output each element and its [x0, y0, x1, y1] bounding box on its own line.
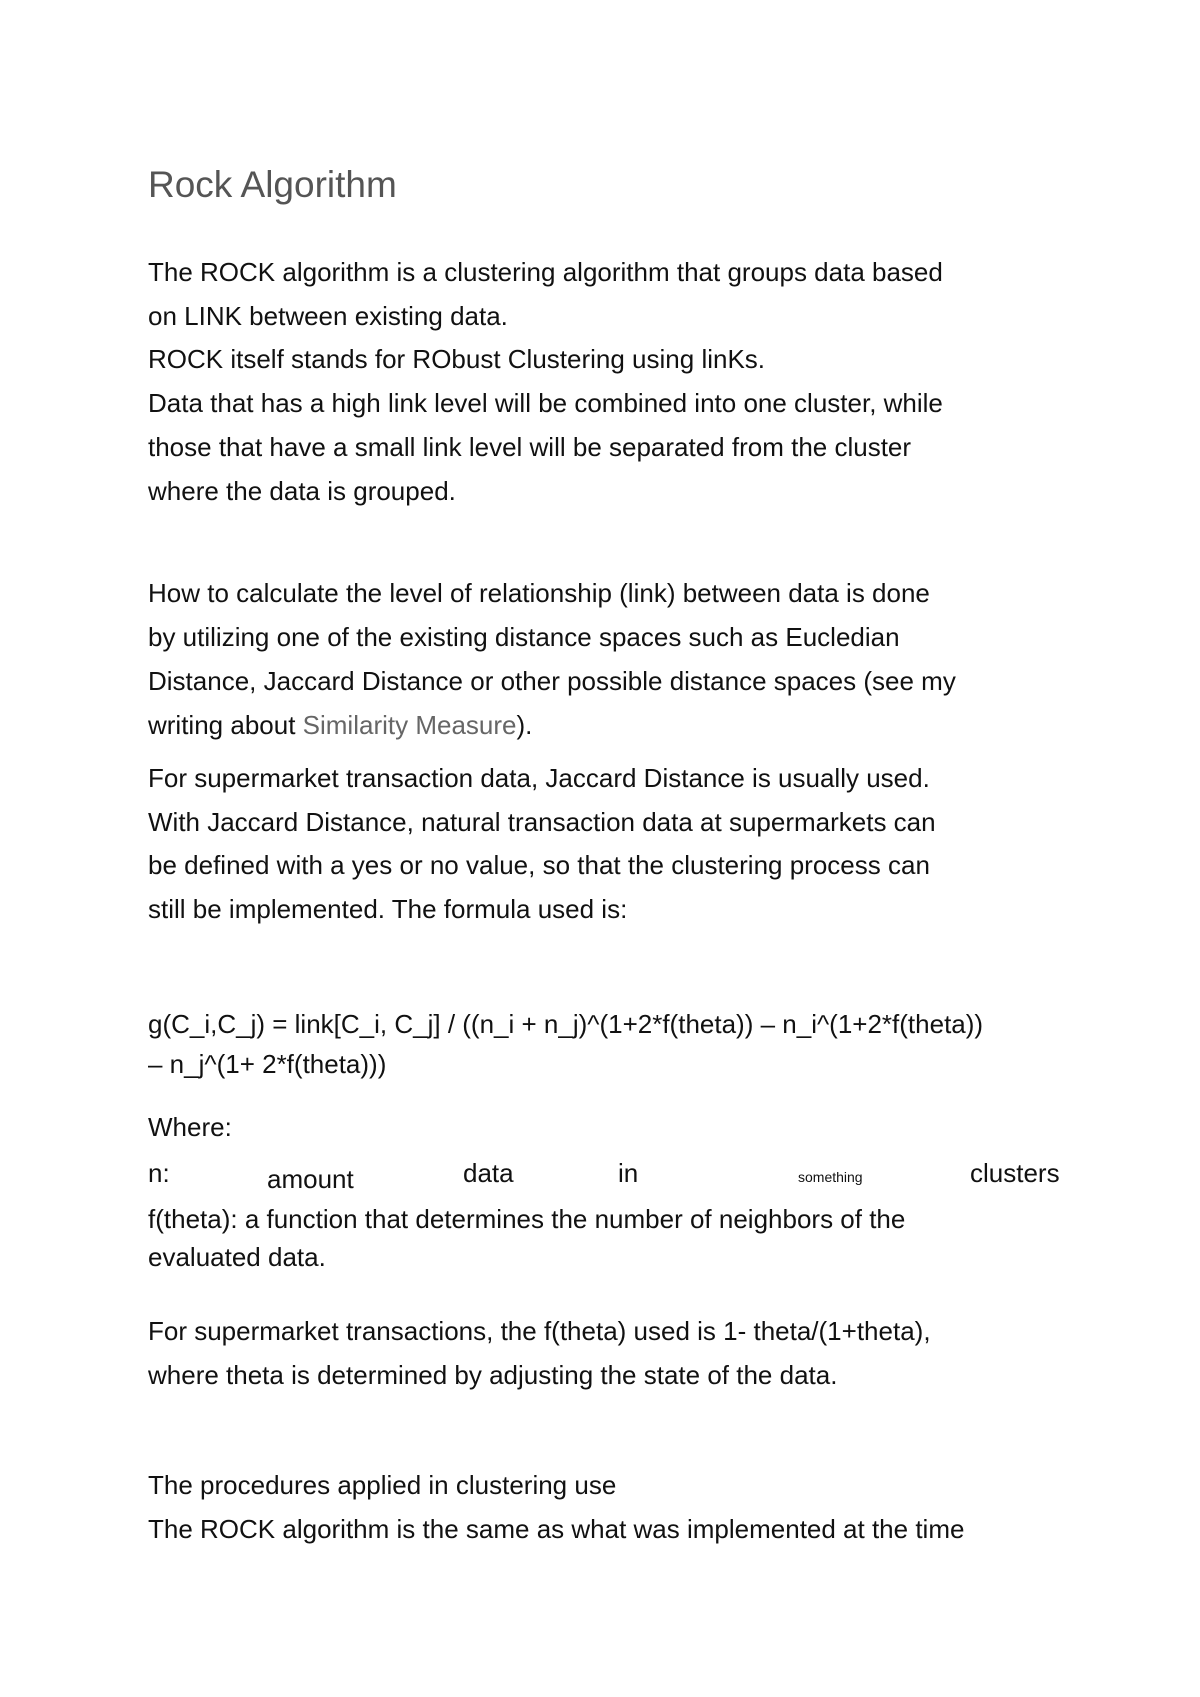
- ftheta-line-1: f(theta): a function that determines the number of neighbors of the: [148, 1204, 906, 1234]
- page-title: Rock Algorithm: [148, 164, 397, 205]
- intro-line-1: The ROCK algorithm is a clustering algorithm that groups data based: [148, 257, 943, 287]
- intro-line-5: those that have a small link level will be separated from the cluster: [148, 432, 912, 462]
- n-term: n:: [148, 1158, 170, 1188]
- intro-line-4: Data that has a high link level will be combined into one cluster, while: [148, 388, 943, 418]
- distance-line-4-prefix: writing about: [148, 710, 303, 740]
- similarity-measure-link[interactable]: Similarity Measure: [302, 710, 517, 740]
- jaccard-line-2: With Jaccard Distance, natural transaction data at supermarkets can: [148, 807, 936, 837]
- n-word-in: in: [618, 1158, 639, 1188]
- n-word-clusters: clusters: [970, 1158, 1060, 1188]
- distance-line-1: How to calculate the level of relationship (link) between data is done: [148, 578, 930, 608]
- intro-line-2: on LINK between existing data.: [148, 301, 508, 331]
- where-label: Where:: [148, 1112, 232, 1142]
- intro-line-6: where the data is grouped.: [148, 476, 456, 506]
- jaccard-line-1: For supermarket transaction data, Jaccard Distance is usually used.: [148, 763, 930, 793]
- ftheta-line-2: evaluated data.: [148, 1242, 326, 1272]
- n-word-data: data: [463, 1158, 514, 1188]
- supermarket-ftheta-line-2: where theta is determined by adjusting the state of the data.: [148, 1360, 838, 1390]
- n-word-something: something: [798, 1169, 863, 1185]
- jaccard-line-3: be defined with a yes or no value, so that the clustering process can: [148, 850, 930, 880]
- n-word-amount: amount: [267, 1164, 354, 1194]
- distance-line-2: by utilizing one of the existing distance spaces such as Eucledian: [148, 622, 900, 652]
- supermarket-ftheta-line-1: For supermarket transactions, the f(theta) used is 1- theta/(1+theta),: [148, 1316, 931, 1346]
- intro-line-3: ROCK itself stands for RObust Clustering using linKs.: [148, 344, 766, 374]
- distance-line-4: [148, 709, 532, 741]
- n-definition-row: [148, 1154, 1068, 1194]
- formula-line-1: g(C_i,C_j) = link[C_i, C_j] / ((n_i + n_j)^(1+2*f(theta)) – n_i^(1+2*f(theta)): [148, 1009, 984, 1039]
- distance-line-3: Distance, Jaccard Distance or other possible distance spaces (see my: [148, 666, 956, 696]
- jaccard-line-4: still be implemented. The formula used is:: [148, 894, 628, 924]
- procedures-line-2: The ROCK algorithm is the same as what was implemented at the time: [148, 1514, 965, 1544]
- distance-line-4-suffix: ).: [516, 710, 533, 740]
- formula-line-2: – n_j^(1+ 2*f(theta))): [148, 1049, 387, 1079]
- procedures-line-1: The procedures applied in clustering use: [148, 1470, 617, 1500]
